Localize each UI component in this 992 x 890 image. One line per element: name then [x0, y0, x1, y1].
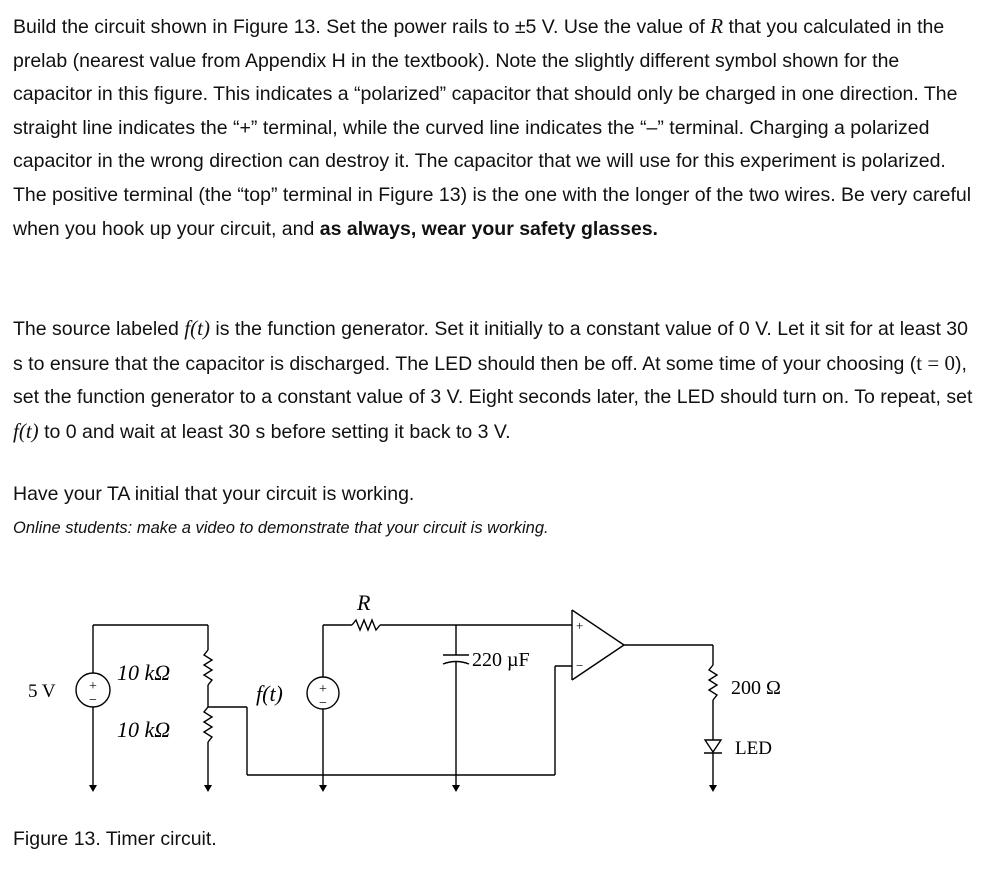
- svg-text:−: −: [89, 693, 97, 708]
- instructions-paragraph-1: Build the circuit shown in Figure 13. Set the power rails to ±5 V. Use the value of R that you calculated in the prelab (nearest value from Appendix H in the textbook). Note the slightly different symbol shown for the capacitor in this figure. This indicates a “polarized” capacitor that should only be charged in one direction. The straight line indicates the “+” terminal, while the curved line indicates the “–” terminal. Charging a polarized capacitor in the wrong direction can destroy it. The capacitor that we will use for this experiment is polarized. The positive terminal (the “top” terminal in Figure 13) is the one with the longer of the two wires. Be very careful when you hook up your circuit, and as always, wear your safety glasses.: [13, 14, 972, 240]
- timer-circuit-diagram: [0, 580, 992, 825]
- resistor-10k-top: [204, 650, 212, 685]
- var-r: R: [710, 14, 724, 38]
- led-diode: [704, 738, 772, 792]
- svg-text:+: +: [319, 682, 327, 697]
- pm-5v: ±5 V: [514, 16, 554, 38]
- label-ft: f(t): [256, 681, 283, 706]
- label-led: LED: [735, 738, 772, 759]
- ta-initial-line: Have your TA initial that your circuit is working.: [13, 483, 415, 505]
- resistor-200-ohm: [709, 665, 717, 700]
- svg-text:−: −: [319, 696, 327, 711]
- svg-text:+: +: [89, 679, 97, 694]
- label-220uf: 220 µF: [472, 649, 530, 671]
- label-10k-top: 10 kΩ: [117, 660, 171, 685]
- svg-text:−: −: [576, 658, 584, 673]
- resistor-10k-bottom: [204, 707, 212, 742]
- label-200-ohm: 200 Ω: [731, 677, 781, 699]
- voltage-source-5v: [28, 625, 110, 792]
- instructions-paragraph-2: The source labeled f(t) is the function generator. Set it initially to a constant value of 0 V. Let it sit for at least 30 s to ensure that the capacitor is discharged. The LED should then be off. At some time of your choosing (t = 0), set the function generator to a constant value of 3 V. Eight seconds later, the LED should turn on. To repeat, set f(t) to 0 and wait at least 30 s before setting it back to 3 V.: [13, 316, 973, 443]
- label-10k-bottom: 10 kΩ: [117, 717, 171, 742]
- capacitor-220uf: [443, 625, 530, 792]
- function-generator-source: [256, 625, 339, 792]
- safety-warning: as always, wear your safety glasses.: [319, 217, 658, 240]
- op-amp-comparator: [572, 610, 624, 680]
- svg-text:+: +: [576, 618, 584, 633]
- figure-caption: Figure 13. Timer circuit.: [13, 828, 217, 850]
- online-students-note: Online students: make a video to demonstrate that your circuit is working.: [13, 519, 549, 537]
- resistor-r: [352, 620, 380, 630]
- label-5v: 5 V: [28, 681, 56, 702]
- label-r: R: [357, 590, 371, 615]
